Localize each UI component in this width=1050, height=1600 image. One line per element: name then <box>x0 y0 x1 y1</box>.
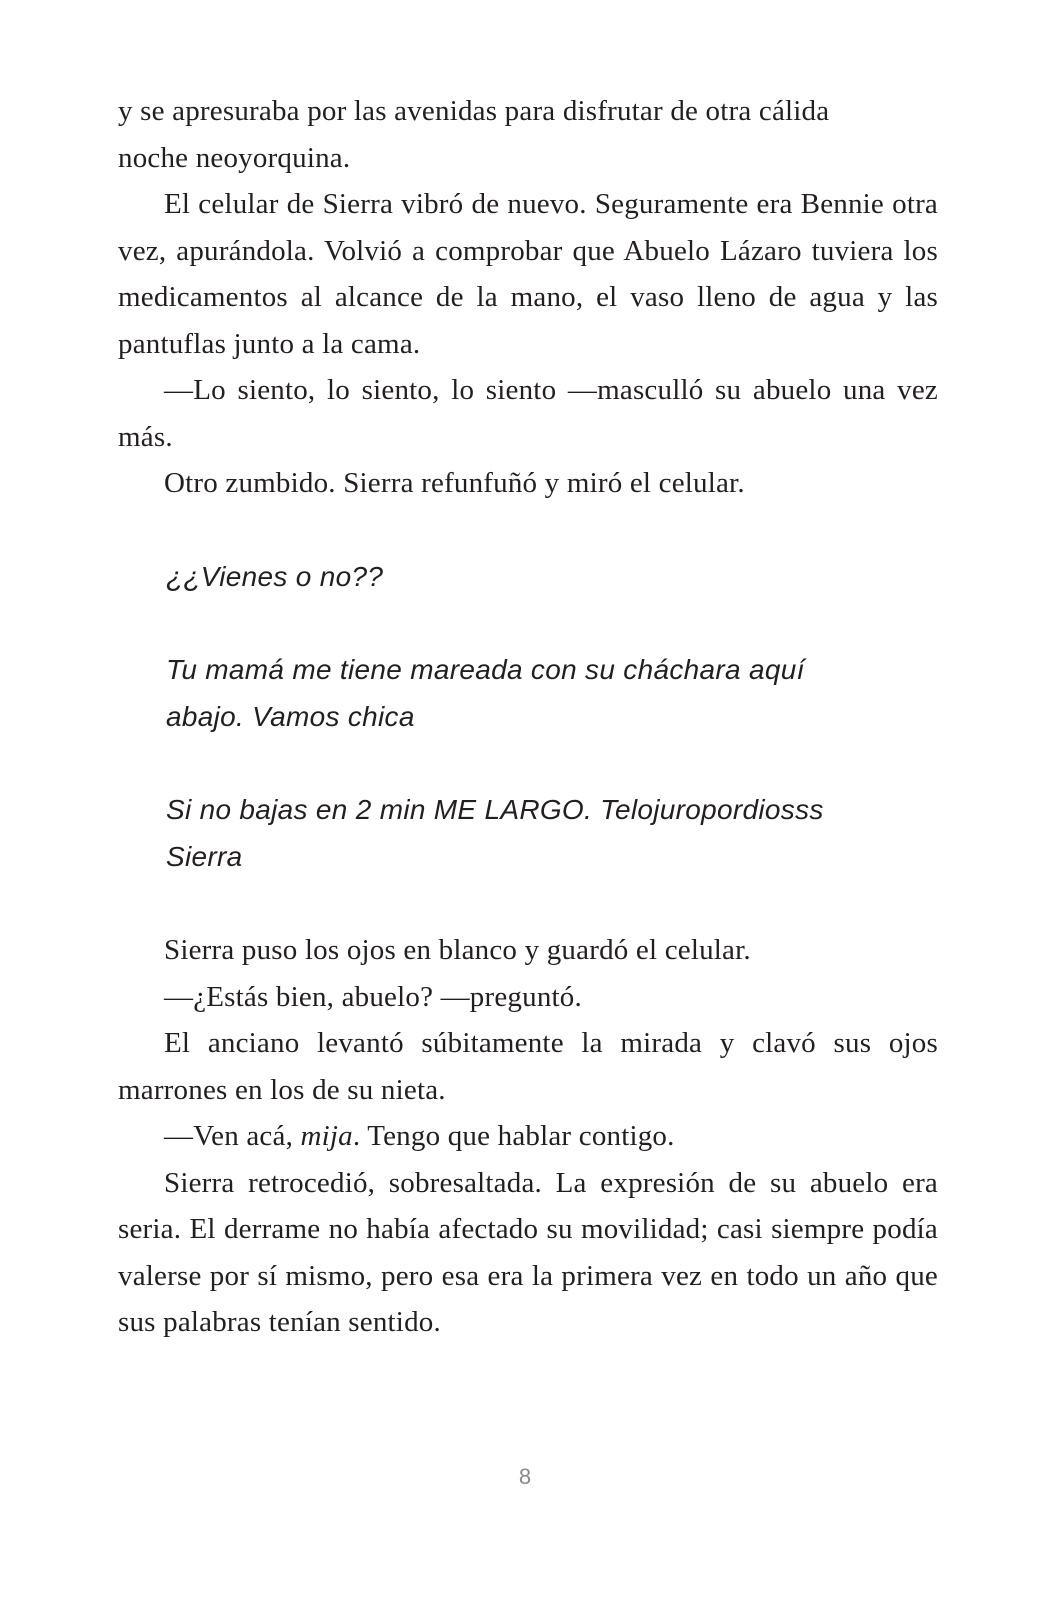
message-line: Tu mamá me tiene mareada con su cháchara aquí <box>166 654 805 685</box>
paragraph: Sierra retrocedió, sobresaltada. La expresión de su abuelo era seria. El derrame no había afectado su movilidad; casi siempre podía valerse por sí mismo, pero esa era la primera vez en todo un año que sus palabras tenían sentido. <box>118 1166 938 1338</box>
page-body <box>118 88 938 1346</box>
message-line: Sierra <box>166 840 243 872</box>
paragraph: El anciano levantó súbitamente la mirada y clavó sus ojos marrones en los de su nieta. <box>118 1027 938 1106</box>
paragraph-continuation <box>118 88 938 181</box>
paragraph: —¿Estás bien, abuelo? —preguntó. <box>164 980 582 1013</box>
paragraph: —Lo siento, lo siento, lo siento —masculló su abuelo una vez más. <box>118 374 938 453</box>
paragraph: Otro zumbido. Sierra refunfuñó y miró el celular. <box>164 467 745 499</box>
paragraph: Sierra puso los ojos en blanco y guardó el celular. <box>164 934 751 966</box>
text-message <box>166 787 938 880</box>
emphasis-text: mija <box>300 1120 353 1152</box>
paragraph-line: noche neoyorquina. <box>118 141 351 174</box>
paragraph: El celular de Sierra vibró de nuevo. Seguramente era Bennie otra vez, apurándola. Volvió a comprobar que Abuelo Lázaro tuviera los medicamentos al alcance de la mano, el vaso lleno de agua y las pantuflas junto a la cama. <box>118 188 938 360</box>
dialogue-text: —Ven acá, <box>164 1120 301 1152</box>
paragraph <box>118 1113 938 1160</box>
page-number: 8 <box>518 1464 532 1489</box>
dialogue-text: . Tengo que hablar contigo. <box>352 1120 675 1152</box>
message-line: Si no bajas en 2 min ME LARGO. Telojuropordiosss <box>166 794 824 825</box>
text-message <box>166 647 938 740</box>
message-line: abajo. Vamos chica <box>166 700 415 732</box>
paragraph-line: y se apresuraba por las avenidas para disfrutar de otra cálida <box>118 95 830 127</box>
text-messages <box>118 554 938 881</box>
text-message: ¿¿Vienes o no?? <box>166 560 384 592</box>
paragraphs-after-messages <box>118 927 938 1346</box>
